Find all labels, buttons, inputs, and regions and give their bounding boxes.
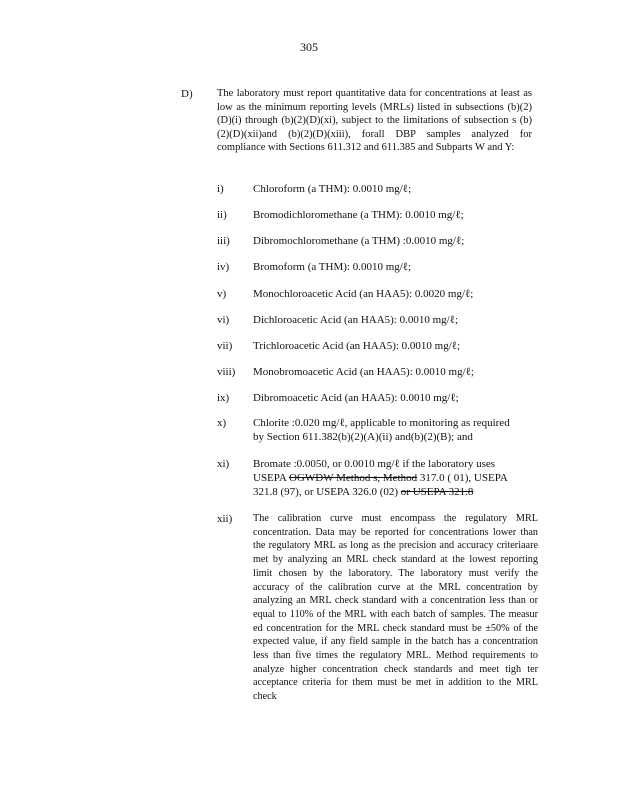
struck-text: or USEPA 321.8 [400, 486, 474, 498]
item-text: Monobromoacetic Acid (an HAA5): 0.0010 mg/ℓ; [253, 366, 474, 378]
item-number: vi) [217, 314, 230, 326]
item-xi-line-3a: 321.8 (97), or USEPA 326.0 (02) [253, 486, 399, 498]
item-xi-line-2b: 317.0 ( 01), USEPA [419, 472, 508, 484]
section-d-label: D) [181, 88, 193, 100]
item-number: iv) [217, 261, 230, 273]
item-text: Bromoform (a THM): 0.0010 mg/ℓ; [253, 261, 412, 273]
section-d-text: The laboratory must report quantitative data for concentrations at least as low as the minimum reporting levels (MRLs) listed in subsections (b)(2)(D)(i) through (b)(2)(D)(xi), subject to the limitations of subsection s (b)(2)(D)(xii)and (b)(2)(D)(xiii), forall DBP samples analyzed for compliance with Sections 611.312 and 611.385 and Subparts W and Y: [217, 88, 532, 154]
item-text: Bromodichloromethane (a THM): 0.0010 mg/ℓ; [253, 209, 464, 221]
item-xi-line-1: Bromate :0.0050, or 0.0010 mg/ℓ if the laboratory uses [253, 458, 496, 470]
item-text [253, 416, 543, 444]
item-number: x) [217, 417, 227, 429]
item-text [253, 457, 543, 499]
struck-text: OGWDW Method s, Method [288, 472, 418, 484]
item-x-line-1: Chlorite :0.020 mg/ℓ, applicable to monitoring as required [253, 417, 510, 429]
page-number: 305 [300, 40, 318, 54]
item-text: Trichloroacetic Acid (an HAA5): 0.0010 mg/ℓ; [253, 340, 461, 352]
item-text: Dichloroacetic Acid (an HAA5): 0.0010 mg/ℓ; [253, 314, 459, 326]
item-text: Dibromoacetic Acid (an HAA5): 0.0010 mg/ℓ; [253, 392, 459, 404]
list-item-xii-text: The calibration curve must encompass the regulatory MRL concentration. Data may be reported for concentrations lower than the regulatory MRL as long as the precision and accuracy criteriaare met by analyzing an MRL check standard at the lowest reporting limit chosen by the laboratory. The laboratory must verify the accuracy of the calibration curve at the MRL concentration by analyzing an MRL check standard with a concentration less than or equal to 110% of the MRL with each batch of samples. The measur ed concentration for the MRL check standard must be ±50% of the expected value, if any field sample in the batch has a concentration less than five times the regulatory MRL. Method requirements to analyze higher concentration check standards and meet tigh ter acceptance criteria for them must be met in addition to the MRL check [253, 513, 538, 703]
item-number: vii) [217, 340, 233, 352]
item-text: Chloroform (a THM): 0.0010 mg/ℓ; [253, 183, 412, 195]
item-number: ii) [217, 209, 227, 221]
item-number: iii) [217, 235, 230, 247]
item-number: v) [217, 288, 227, 300]
item-number: i) [217, 183, 224, 195]
item-number: viii) [217, 366, 236, 378]
item-x-line-2: by Section 611.382(b)(2)(A)(ii) and(b)(2)(B); and [253, 431, 473, 443]
item-number: xii) [217, 513, 233, 525]
item-xi-line-2a: USEPA [253, 472, 287, 484]
item-number: xi) [217, 458, 230, 470]
item-text: Monochloroacetic Acid (an HAA5): 0.0020 mg/ℓ; [253, 288, 474, 300]
item-number: ix) [217, 392, 230, 404]
item-text: Dibromochloromethane (a THM) :0.0010 mg/ℓ; [253, 235, 465, 247]
